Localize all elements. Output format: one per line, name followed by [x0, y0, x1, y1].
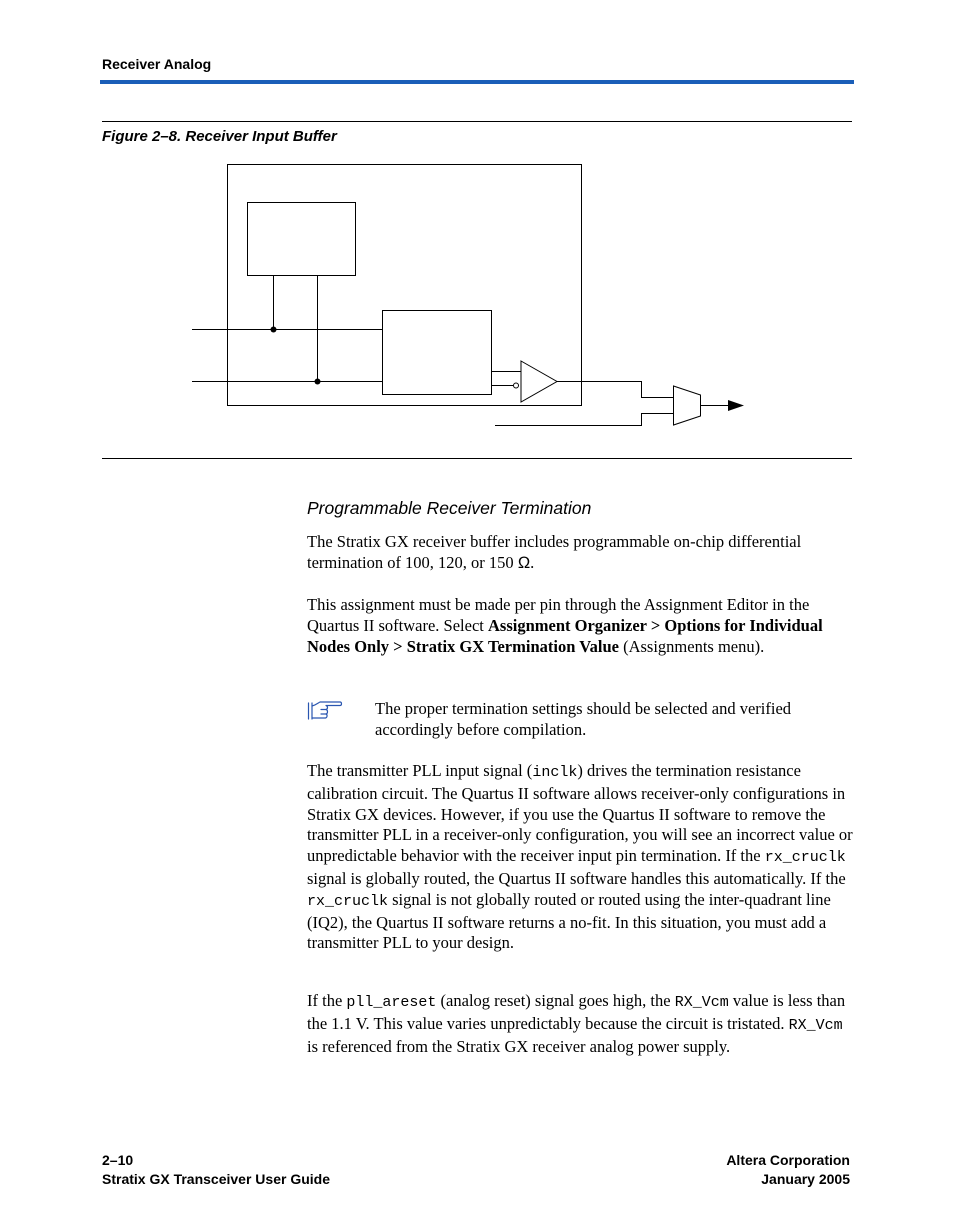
guide-title: Stratix GX Transceiver User Guide: [102, 1171, 330, 1187]
junction-dot-n: [315, 379, 321, 385]
footer-right: [726, 1151, 850, 1189]
signal-inclk: inclk: [532, 764, 578, 781]
figure-caption: Figure 2–8. Receiver Input Buffer: [102, 128, 337, 145]
bypass-line: [495, 414, 673, 426]
signal-rx-cruclk: rx_cruclk: [307, 892, 389, 910]
running-head: Receiver Analog: [102, 56, 212, 72]
device-boundary: [228, 165, 582, 406]
output-arrow-icon: [728, 400, 744, 411]
header-rule: [100, 80, 854, 84]
pointing-hand-icon: [307, 700, 343, 722]
note-text: The proper termination settings should be selected and verified accordingly before compilation.: [375, 699, 792, 739]
page-number: 2–10: [102, 1152, 134, 1168]
figure-bottom-rule: [102, 458, 852, 459]
paragraph-termination-options: The Stratix GX receiver buffer includes programmable on-chip differential termination of 100, 120, or 150 Ω.: [307, 532, 802, 572]
receiver-input-buffer-diagram: [0, 150, 954, 450]
signal-rx-vcm: RX_Vcm: [674, 994, 729, 1011]
publication-date: January 2005: [761, 1171, 850, 1187]
buffer-to-mux-line: [557, 382, 673, 398]
inversion-bubble: [514, 383, 519, 388]
paragraph-assignment: This assignment must be made per pin through the Assignment Editor in the Quartus II software. Select Assignment Organizer > Options for Individual Nodes Only > Stratix GX Termination Value (Assignments menu).: [307, 595, 823, 656]
paragraph-transmitter-pll: The transmitter PLL input signal (inclk) drives the termination resistance calibration circuit. The Quartus II software allows receiver-only configurations in Stratix GX devices. However, if you use the Quartus II software to remove the transmitter PLL in a receiver-only configuration, you will see an incorrect value or unpredictable behavior with the receiver input pin termination. If the rx_cruclk signal is globally routed, the Quartus II software handles this automatically. If the rx_cruclk signal is not globally routed or routed using the inter-quadrant line (IQ2), the Quartus II software returns a no-fit. In this situation, you must add a transmitter PLL to your design.: [307, 761, 853, 953]
signal-rx-vcm: RX_Vcm: [788, 1016, 843, 1034]
output-mux: [674, 386, 701, 425]
signal-rx-cruclk: rx_cruclk: [764, 849, 846, 867]
differential-buffer: [521, 361, 557, 402]
figure-top-rule: [102, 121, 852, 122]
company-name: Altera Corporation: [726, 1152, 850, 1168]
menu-path: Assignment Organizer > Options for Individual Nodes Only > Stratix GX Termination Value: [307, 615, 823, 656]
paragraph-pll-areset: If the pll_areset (analog reset) signal goes high, the RX_Vcm value is less than the 1.1 V. This value varies unpredictably because the circuit is tristated. RX_Vcm is referenced from the Stratix GX receiver analog power supply.: [307, 991, 846, 1056]
calibration-block: [383, 311, 492, 395]
signal-pll-areset: pll_areset: [346, 994, 437, 1011]
junction-dot-p: [271, 327, 277, 333]
section-title: Programmable Receiver Termination: [307, 498, 592, 518]
footer-left: [102, 1151, 330, 1189]
termination-block: [248, 203, 356, 276]
